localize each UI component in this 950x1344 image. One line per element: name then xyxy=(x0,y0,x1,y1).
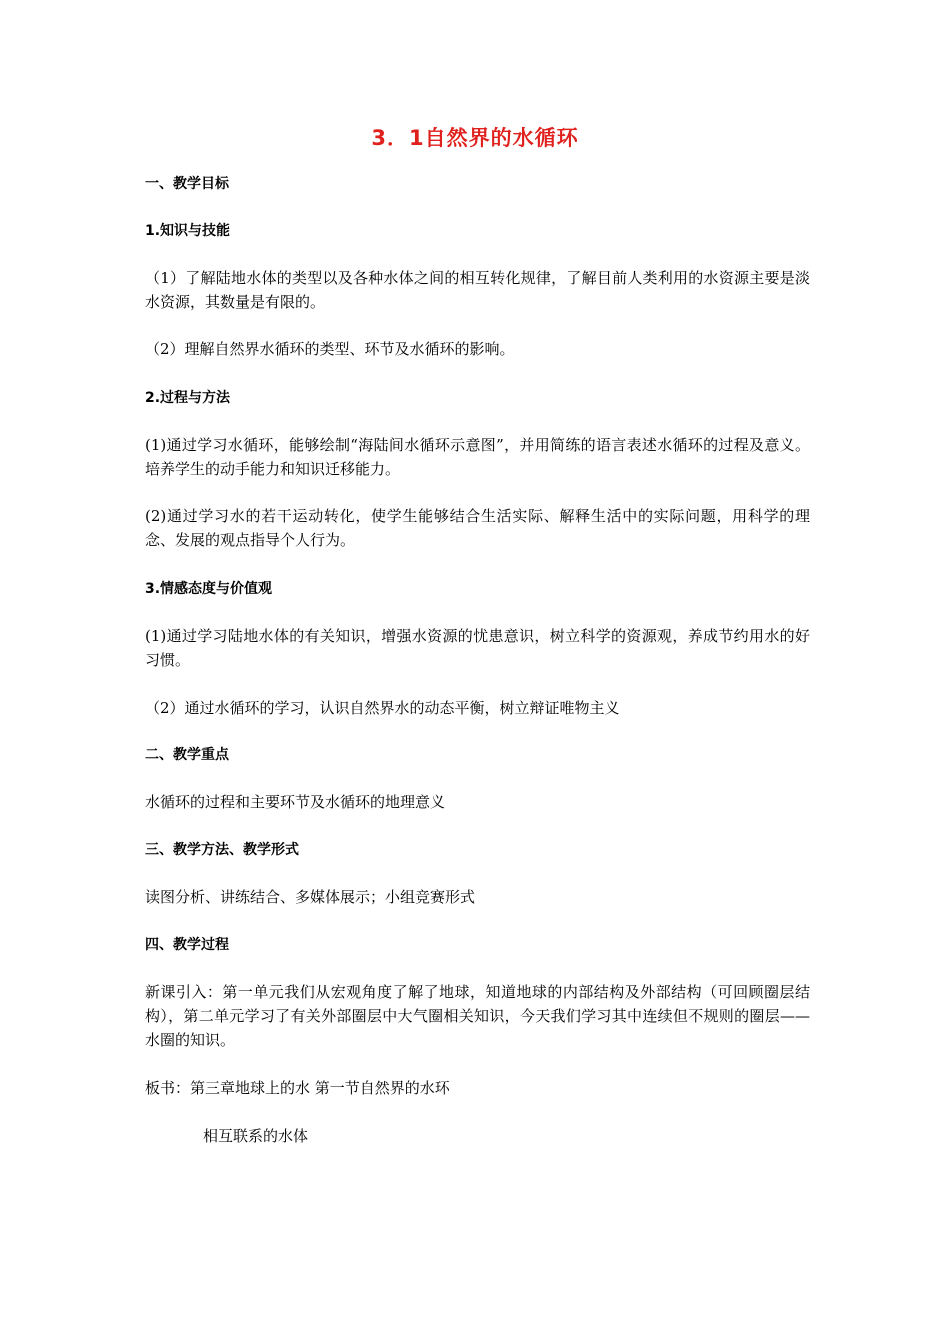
subheading-process-methods: 2.过程与方法 xyxy=(145,390,231,406)
section-heading-teaching-process: 四、教学过程 xyxy=(145,937,229,953)
paragraph-knowledge-1: （1）了解陆地水体的类型以及各种水体之间的相互转化规律，了解目前人类利用的水资源主要是淡水资源，其数量是有限的。 xyxy=(145,269,810,311)
paragraph-values-2: （2）通过水循环的学习，认识自然界水的动态平衡，树立辩证唯物主义 xyxy=(145,699,620,717)
paragraph-blackboard: 板书：第三章地球上的水 第一节自然界的水环 xyxy=(145,1079,450,1097)
subheading-knowledge-skills: 1.知识与技能 xyxy=(145,223,231,239)
section-heading-key-points: 二、教学重点 xyxy=(145,747,229,763)
section-heading-teaching-goals: 一、教学目标 xyxy=(145,176,229,192)
subheading-emotion-values: 3.情感态度与价值观 xyxy=(145,581,273,597)
document-title: 3．1自然界的水循环 xyxy=(371,126,579,150)
paragraph-key-points: 水循环的过程和主要环节及水循环的地理意义 xyxy=(145,793,446,811)
paragraph-interconnected-water: 相互联系的水体 xyxy=(203,1127,309,1145)
section-heading-teaching-methods: 三、教学方法、教学形式 xyxy=(145,842,299,858)
paragraph-knowledge-2: （2）理解自然界水循环的类型、环节及水循环的影响。 xyxy=(145,340,515,358)
paragraph-process-1: (1)通过学习水循环，能够绘制“海陆间水循环示意图”，并用简练的语言表述水循环的过程及意义。培养学生的动手能力和知识迁移能力。 xyxy=(145,436,810,478)
paragraph-process-2: (2)通过学习水的若干运动转化，使学生能够结合生活实际、解释生活中的实际问题，用科学的理念、发展的观点指导个人行为。 xyxy=(145,507,810,549)
paragraph-lesson-intro: 新课引入：第一单元我们从宏观角度了解了地球，知道地球的内部结构及外部结构（可回顾圈层结构），第二单元学习了有关外部圈层中大气圈相关知识，今天我们学习其中连续但不规则的圈层——水圈的知识。 xyxy=(145,983,810,1049)
paragraph-values-1: (1)通过学习陆地水体的有关知识，增强水资源的忧患意识，树立科学的资源观，养成节约用水的好习惯。 xyxy=(145,627,810,669)
paragraph-teaching-methods: 读图分析、讲练结合、多媒体展示；小组竞赛形式 xyxy=(145,888,476,906)
